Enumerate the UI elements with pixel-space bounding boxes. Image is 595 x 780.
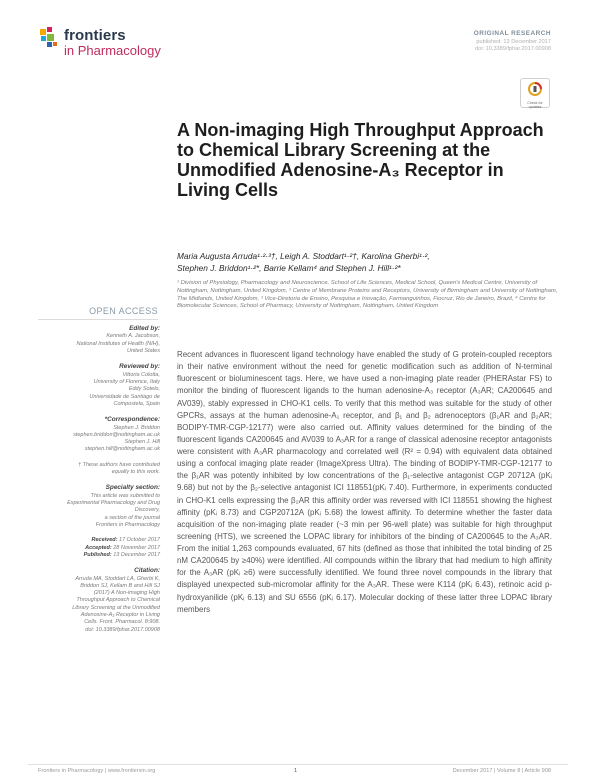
citation-line: Cells. Front. Pharmacol. 8:908.	[84, 619, 160, 626]
journal-name: in Pharmacology	[64, 43, 161, 58]
specialty-line: This article was submitted to	[90, 492, 160, 499]
reviewer-line: Compostela, Spain	[113, 400, 160, 407]
specialty-section	[28, 484, 160, 529]
citation-line: Library Screening at the Unmodified	[72, 604, 160, 611]
affiliations: ¹ Division of Physiology, Pharmacology and Neuroscience, School of Life Sciences, Medical School, Queen's Medical Centre, University of Nottingham, Nottingham, United Kingdom, ² Centre of Membrane Proteins and Receptors, University of Birmingham and University of Nottingham, The Midlands, United Kingdom, ³ Vice-Diretoria de Ensino, Pesquisa e Inovação, Farmanguinhos, Fiocruz, Rio de Janeiro, Brazil, ⁴ Centre for Biomolecular Sciences, School of Pharmacy, University of Nottingham, Nottingham, United Kingdom	[177, 280, 558, 310]
equal-contribution-note	[28, 462, 160, 477]
citation-line: (2017) A Non-imaging High	[93, 590, 160, 597]
authors-line-1: Maria Augusta Arruda¹·²·³†, Leigh A. Stoddart¹·²†, Karolina Gherbi¹·²,	[177, 251, 430, 261]
correspondence-email[interactable]: stephen.hill@nottingham.ac.uk	[84, 446, 160, 453]
specialty-line: Frontiers in Pharmacology	[95, 521, 160, 528]
reviewer-line: Eddy Sotelo,	[128, 386, 160, 393]
author-list	[177, 250, 577, 274]
correspondence	[28, 416, 160, 454]
citation-heading: Citation:	[134, 567, 160, 575]
article-sidebar	[28, 325, 160, 642]
received-value: 17 October 2017	[119, 537, 160, 544]
specialty-line: a section of the journal	[104, 514, 160, 521]
published-value: 13 December 2017	[113, 551, 160, 558]
footer-journal[interactable]: Frontiers in Pharmacology | www.frontiersin.org	[38, 768, 156, 774]
correspondence-email[interactable]: stephen.briddon@nottingham.ac.uk	[73, 431, 160, 438]
editor-line: Kenneth A. Jacobson,	[106, 333, 160, 340]
correspondence-name: Stephen J. Briddon	[113, 424, 160, 431]
published-date: published: 13 December 2017	[476, 38, 551, 45]
citation-line: Briddon SJ, Kellam B and Hill SJ	[80, 582, 160, 589]
accepted-label: Accepted:	[85, 544, 112, 551]
note-line: equally to this work.	[111, 469, 160, 476]
abstract-text: Recent advances in fluorescent ligand technology have enabled the study of G protein-coupled receptors in their native environment without the need for genetic modification such as addition of N-terminal fluorescent or bioluminescent tags. Here, we have used a non-imaging plate reader (PHERAstar FS) to monitor the binding of fluorescent ligands to the human adenosine-A₃ receptor (A₃AR; CA200645 and AV039), stably expressed in CHO-K1 cells. To verify that this method was suitable for the study of other GPCRs, assays at the human adenosine-A₁ receptor, and β₁ and β₂ adrenoceptors (β₁AR and β₂AR; BODIPY-TMR-CGP-12177) were also carried out. Affinity values determined for the binding of the fluorescent ligands CA200645 and AV039 to A₃AR for a range of classical adenosine receptor antagonists were consistent with A₃AR pharmacology and correlated well (R² = 0.94) with equivalent data obtained using a confocal imaging plate reader (ImageXpress Ultra). The binding of BODIPY-TMR-CGP-12177 to the β₁AR was potently inhibited by low concentrations of the β₁-selective antagonist CGP 20712A (pKᵢ 9.68) but not by the β₂-selective antagonist ICI 118551(pKᵢ 7.40). Furthermore, in experiments conducted in CHO-K1 cells expressing the β₂AR this affinity order was reversed with ICI 118551 showing the highest affinity (pKᵢ 8.73) and CGP20712A (pKᵢ 5.68) the lowest affinity. To determine whether the faster data acquisition of the non-imaging plate reader (~3 min per 96-well plate) was suitable for high throughput screening (HTS), we screened the LOPAC library for inhibitors of the binding of CA200645 to the A₃AR. From the initial 1,263 compounds evaluated, 67 hits (defined as those that inhibited the total binding of 25 nM CA200645 by ≥40%) were identified. All compounds within the library that had medium to high affinity for the A₃AR (pKᵢ ≥6) were successfully identified. We found three novel compounds in the library that displayed unexpected sub-micromolar affinity for the A₃AR. These were K114 (pKᵢ 6.43), retinoic acid p-hydroxyanilide (pKᵢ 6.13) and SU 6556 (pKᵢ 6.17). Molecular docking of these latter three LOPAC library members	[177, 350, 552, 614]
editor-line: National Institutes of Health (NIH),	[76, 340, 160, 347]
updates-text-1: Check for	[527, 101, 543, 105]
updates-text-2: updates	[528, 105, 542, 109]
edited-by-heading: Edited by:	[129, 325, 160, 332]
specialty-line: Discovery,	[134, 507, 160, 514]
article-meta	[474, 30, 551, 54]
citation	[28, 567, 160, 634]
open-access-divider	[38, 319, 158, 320]
published-label: Published:	[83, 551, 112, 558]
citation-doi[interactable]: doi: 10.3389/fphar.2017.00908	[85, 626, 160, 633]
page-number: 1	[294, 768, 298, 774]
article-title: A Non-imaging High Throughput Approach to Chemical Library Screening at the Unmodified Adenosine-A₃ Receptor in Living Cells	[177, 120, 544, 200]
updates-icon	[528, 82, 542, 96]
article-type: ORIGINAL RESEARCH	[473, 30, 551, 37]
citation-line: Throughput Approach to Chemical	[76, 597, 160, 604]
footer-divider	[28, 764, 568, 765]
open-access-label: OPEN ACCESS	[89, 306, 158, 316]
article-dates	[28, 537, 160, 559]
check-for-updates-badge[interactable]	[520, 78, 550, 108]
footer-issue: December 2017 | Volume 8 | Article 908	[452, 768, 551, 774]
reviewed-by-heading: Reviewed by:	[119, 363, 160, 371]
editor-line: United States	[126, 348, 160, 354]
doi-link[interactable]: doi: 10.3389/fphar.2017.00908	[475, 46, 551, 53]
reviewed-by	[28, 363, 160, 408]
edited-by	[28, 325, 160, 355]
published-date-side	[28, 552, 160, 559]
accepted-date	[28, 545, 160, 552]
brand-name: frontiers	[64, 27, 126, 44]
citation-line: Adenosine-A₃ Receptor in Living	[80, 612, 160, 619]
frontiers-logo-icon	[38, 27, 60, 51]
reviewer-line: Universidade de Santiago de	[89, 393, 160, 400]
accepted-value: 28 November 2017	[113, 544, 160, 551]
received-label: Received:	[91, 537, 118, 544]
received-date	[28, 537, 160, 544]
citation-line: Arruda MA, Stoddart LA, Gherbi K,	[75, 575, 160, 582]
reviewer-line: Vittoria Colotta,	[122, 371, 160, 378]
specialty-heading: Specialty section:	[105, 484, 160, 492]
authors-line-2: Stephen J. Briddon¹·²*, Barrie Kellam⁴ and Stephen J. Hill¹·²*	[177, 263, 401, 274]
journal-logo[interactable]	[38, 24, 188, 58]
correspondence-name: Stephen J. Hill	[124, 439, 160, 446]
note-line: † These authors have contributed	[78, 461, 160, 468]
specialty-line: Experimental Pharmacology and Drug	[67, 500, 160, 507]
correspondence-heading: *Correspondence:	[104, 416, 160, 424]
reviewer-line: University of Florence, Italy	[93, 379, 160, 385]
